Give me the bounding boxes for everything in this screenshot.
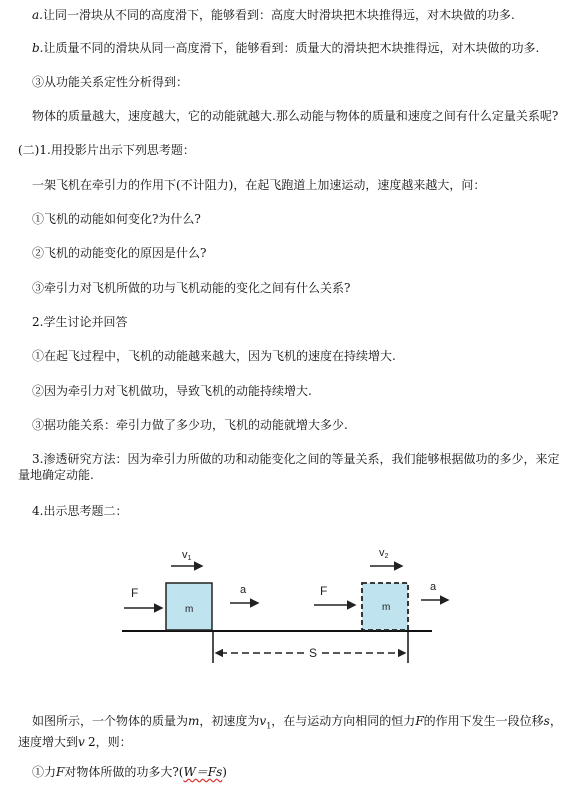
- v1-symbol: v: [259, 714, 267, 728]
- mass-symbol: m: [188, 714, 200, 728]
- answer-3: ③据功能关系：牵引力做了多少功，飞机的动能就增大多少.: [32, 418, 348, 432]
- figure-description: 如图所示，一个物体的质量为m，初速度为$v_1$，在与运动方向相同的恒力F的作用下发生一段位移s，速度增大到v 2，则：: [18, 714, 562, 750]
- answer-2: ②因为牵引力对飞机做功，导致飞机的动能持续增大.: [32, 384, 312, 398]
- work-formula: W＝Fs: [183, 765, 223, 779]
- label-a: a.: [32, 8, 43, 22]
- block-left-mass-label: m: [185, 604, 194, 615]
- v2-symbol: v: [78, 735, 85, 750]
- section-2-4: 4.出示思考题二：: [32, 504, 128, 518]
- para-a: [32, 7, 515, 23]
- block-right-mass-label: m: [382, 602, 391, 613]
- para-b-text: 让质量不同的滑块从同一高度滑下，能够看到：质量大的滑块把木块推得远，对木块做的功多.: [43, 41, 540, 55]
- question-2: ②飞机的动能变化的原因是什么?: [32, 246, 207, 260]
- diagram-v1-label: v1: [182, 549, 192, 562]
- section-2-2: 2.学生讨论并回答: [32, 315, 128, 329]
- displacement-symbol: s: [543, 714, 550, 728]
- force-motion-diagram: [0, 540, 586, 670]
- diagram-s-label: S: [309, 646, 318, 660]
- last-question: ①力F对物体所做的功多大?(W＝Fs): [32, 765, 227, 779]
- question-3: ③牵引力对飞机所做的功与飞机动能的变化之间有什么关系?: [32, 281, 351, 295]
- para-a-text: 让同一滑块从不同的高度滑下，能够看到：高度大时滑块把木块推得远，对木块做的功多.: [42, 8, 515, 22]
- label-b: b.: [32, 41, 44, 55]
- para-b: [32, 40, 539, 56]
- diagram-a-right-label: a: [430, 581, 437, 593]
- para-energy: 物体的质量越大，速度越大，它的动能就越大.那么动能与物体的质量和速度之间有什么定量关系呢?: [32, 109, 559, 123]
- question-1: ①飞机的动能如何变化?为什么?: [32, 212, 201, 226]
- answer-1: ①在起飞过程中，飞机的动能越来越大，因为飞机的速度在持续增大.: [32, 349, 396, 363]
- plane-intro: 一架飞机在牵引力的作用下(不计阻力)，在起飞跑道上加速运动，速度越来越大，问：: [32, 178, 486, 192]
- section-2-3: 3.渗透研究方法：因为牵引力所做的功和动能变化之间的等量关系，我们能够根据做功的多少，来定量地确定动能.: [18, 452, 560, 482]
- para-c3: ③从功能关系定性分析得到：: [32, 75, 189, 89]
- section-2-1: (二)1.用投影片出示下列思考题：: [18, 143, 195, 157]
- diagram-a-left-label: a: [240, 584, 247, 596]
- diagram-F-left-label: F: [131, 586, 139, 600]
- diagram-v2-label: v2: [379, 547, 389, 560]
- diagram-F-right-label: F: [320, 584, 328, 598]
- force-symbol: F: [415, 714, 424, 728]
